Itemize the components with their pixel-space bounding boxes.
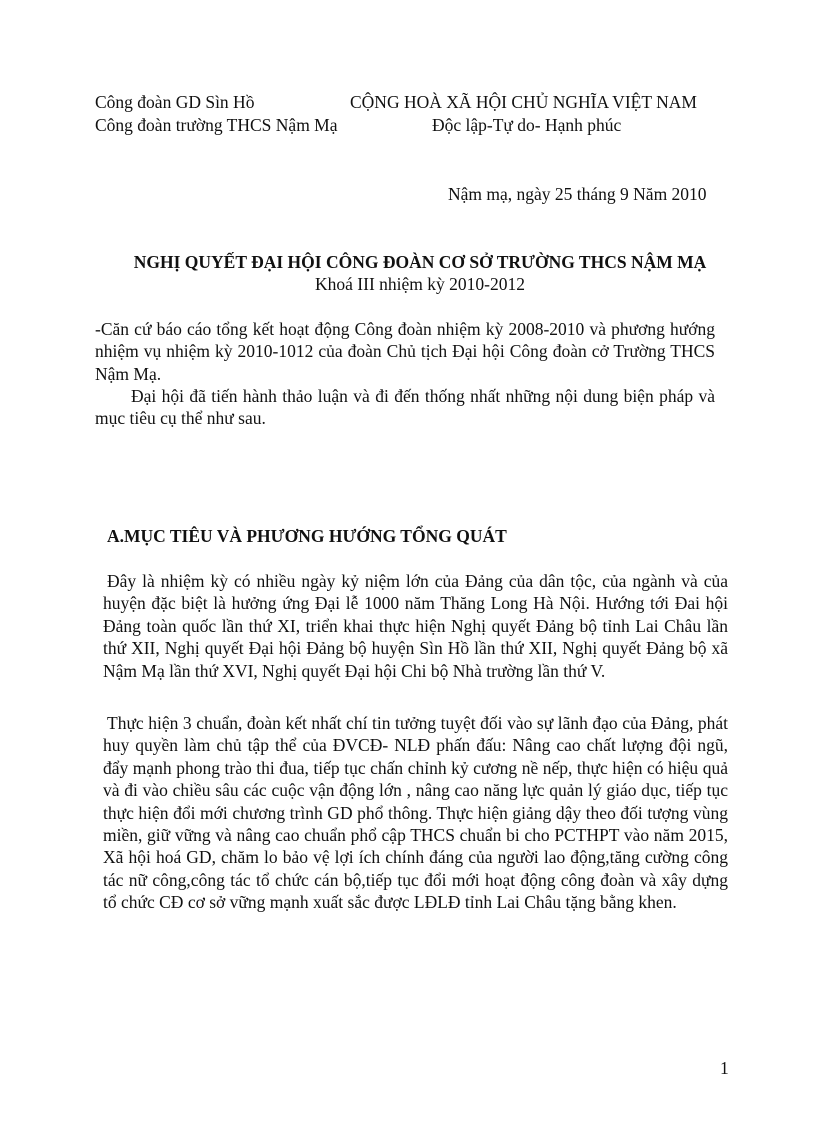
national-motto-subtitle: Độc lập-Tự do- Hạnh phúc <box>432 115 622 135</box>
section-a-heading: A.MỤC TIÊU VÀ PHƯƠNG HƯỚNG TỔNG QUÁT <box>107 526 507 546</box>
page-number: 1 <box>720 1058 729 1078</box>
body-paragraph-2: Thực hiện 3 chuẩn, đoàn kết nhất chí tin tưởng tuyệt đối vào sự lãnh đạo của Đảng, phát huy quyền làm chủ tập thể của ĐVCĐ- NLĐ phấn đấu: Nâng cao chất lượng đội ngũ, đẩy mạnh phong trào thi đua, tiếp tục chấn chỉnh kỷ cương nề nếp, thực hiện có hiệu quả và đi vào chiều sâu các cuộc vận động lớn , nâng cao năng lực quản lý giáo dục, tiếp tục thực hiện đổi mới chương trình GD phổ thông. Thực hiện giảng dậy theo đối tượng vùng miền, giữ vững và nâng cao chuẩn phổ cập THCS chuẩn bi cho PCTHPT vào năm 2015, Xã hội hoá GD, chăm lo bảo vệ lợi ích chính đáng của người lao động,tăng cường công tác nữ công,công tác tổ chức cán bộ,tiếp tục đổi mới hoạt động công đoàn và xây dựng tổ chức CĐ cơ sở vững mạnh xuất sắc được LĐLĐ tỉnh Lai Châu tặng bằng khen. <box>103 713 728 913</box>
union-school-name: Công đoàn trường THCS Nậm Mạ <box>95 115 338 135</box>
document-title: NGHỊ QUYẾT ĐẠI HỘI CÔNG ĐOÀN CƠ SỞ TRƯỜNG THCS NẬM MẠ <box>133 252 707 272</box>
intro-paragraph-1: -Căn cứ báo cáo tổng kết hoạt động Công đoàn nhiệm kỳ 2008-2010 và phương hướng nhiệm vụ nhiệm kỳ 2010-1012 của đoàn Chủ tịch Đại hội Công đoàn cở Trường THCS Nậm Mạ. <box>95 319 715 384</box>
union-district-name: Công đoàn GD Sìn Hồ <box>95 92 255 112</box>
intro-paragraph-2: Đại hội đã tiến hành thảo luận và đi đến thống nhất những nội dung biện pháp và mục tiêu cụ thể như sau. <box>95 386 715 429</box>
body-paragraph-1: Đây là nhiệm kỳ có nhiều ngày kỷ niệm lớn của Đảng của dân tộc, của ngành và của huyện đặc biệt là hưởng ứng Đại lễ 1000 năm Thăng Long Hà Nội. Hướng tới Đai hội Đảng toàn quốc lần thứ XI, triển khai thực hiện Nghị quyết Đảng bộ tỉnh Lai Châu lần thứ XII, Nghị quyết Đại hội Đảng bộ huyện Sìn Hồ lần thứ XII, Nghị quyết Đảng bộ xã Nậm Mạ lần thứ XVI, Nghị quyết Đại hội Chi bộ Nhà trường lần thứ V. <box>103 571 728 681</box>
national-motto-title: CỘNG HOÀ XÃ HỘI CHỦ NGHĨA VIỆT NAM <box>350 92 697 112</box>
date-line: Nậm mạ, ngày 25 tháng 9 Năm 2010 <box>448 184 707 204</box>
document-subtitle: Khoá III nhiệm kỳ 2010-2012 <box>315 274 525 294</box>
